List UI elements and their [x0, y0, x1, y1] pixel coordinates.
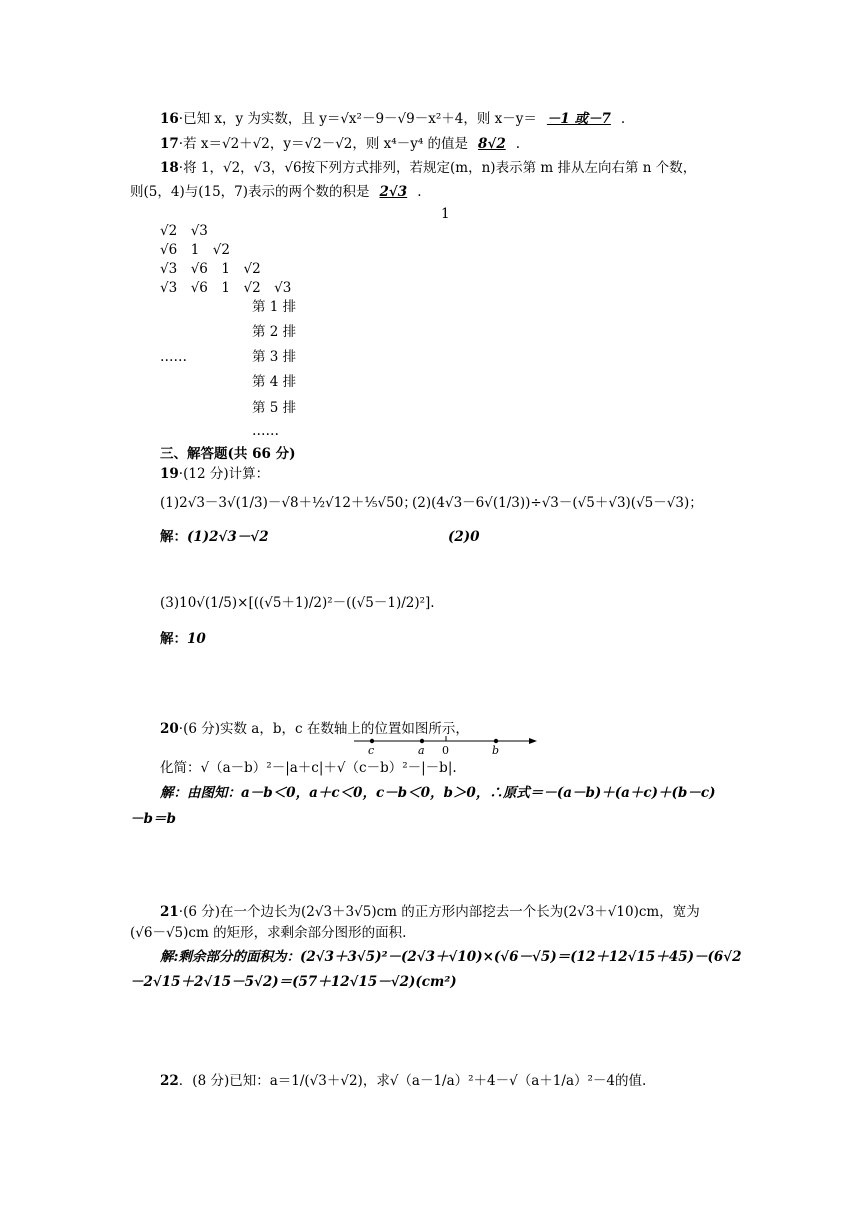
question-21	[160, 903, 700, 921]
arrangement-row-2: √2 √3	[160, 223, 208, 239]
solution-19-2: (2)0	[448, 529, 480, 545]
axis-label-zero: 0	[442, 744, 449, 757]
arrangement-row-1: 1	[441, 206, 450, 222]
question-text: ·已知 x，y 为实数，且 y＝√x²－9－√9－x²＋4，则 x－y＝	[178, 111, 537, 127]
question-18-line-2: 则(5，4)与(15，7)表示的两个数的积是 2√3 .	[130, 184, 422, 200]
row-label-2: 第 2 排	[252, 324, 297, 340]
answer: 2√3	[379, 184, 408, 200]
question-text: ·若 x＝√2＋√2，y＝√2－√2，则 x⁴－y⁴ 的值是	[178, 136, 469, 152]
question-text: ·将 1，√2，√3，√6按下列方式排列，若规定(m，n)表示第 m 排从左向右第 n 个数，	[178, 160, 697, 176]
question-19-part-1: (1)2√3－3√(1/3)－√8＋½√12＋⅕√50；	[160, 495, 417, 511]
question-16: 16·已知 x，y 为实数，且 y＝√x²－9－√9－x²＋4，则 x－y＝ －1 或－7 .	[160, 111, 626, 127]
question-number: 21	[160, 904, 179, 920]
question-text: ·(6 分)在一个边长为(2√3＋3√5)cm 的正方形内部挖去一个长为(2√3＋√10)cm，宽为	[178, 904, 700, 920]
section-heading: 三、解答题(共 66 分)	[160, 446, 296, 462]
question-22	[160, 1072, 646, 1090]
question-text: ·(12 分)计算：	[178, 466, 270, 482]
question-19	[160, 465, 269, 483]
answer: －1 或－7	[546, 111, 611, 127]
answer: 8√2	[478, 136, 506, 152]
row-label-3: 第 3 排	[252, 349, 297, 365]
row-label-dots: ……	[252, 423, 279, 439]
question-text: 则(5，4)与(15，7)表示的两个数的积是	[130, 184, 370, 200]
axis-label-a: a	[418, 744, 425, 757]
solution-20-line-1: 解：由图知：a－b＜0，a＋c＜0，c－b＜0，b＞0，∴原式＝－(a－b)＋(a＋c)＋(b－c)	[160, 785, 716, 801]
arrangement-row-5: √3 √6 1 √2 √3	[160, 280, 292, 296]
question-19-part-2: (2)(4√3－6√(1/3))÷√3－(√5＋√3)(√5－√3)；	[412, 495, 703, 511]
number-line	[352, 730, 542, 756]
question-number: 18	[160, 160, 179, 176]
solution-label: 解：	[160, 529, 187, 545]
question-number: 16	[160, 111, 179, 127]
solution-19-1	[160, 528, 269, 546]
solution-label: 解：	[160, 631, 187, 647]
question-17: 17·若 x＝√2＋√2，y＝√2－√2，则 x⁴－y⁴ 的值是 8√2 .	[160, 136, 521, 152]
solution-21-line-2: －2√15＋2√15－5√2)＝(57＋12√15－√2)(cm²)	[130, 974, 457, 990]
solution-19-3	[160, 630, 206, 648]
row-label-1: 第 1 排	[252, 299, 297, 315]
question-19-part-3: (3)10√(1/5)×[((√5＋1)/2)²－((√5－1)/2)²].	[160, 595, 435, 611]
axis-arrow	[529, 738, 537, 744]
solution-20-line-2: －b＝b	[130, 811, 176, 827]
question-number: 17	[160, 136, 179, 152]
question-20-text-2: 化简：√（a－b）²－|a＋c|＋√（c－b）²－|－b|.	[160, 760, 457, 776]
solution-21-line-1: 解:剩余部分的面积为：(2√3＋3√5)²－(2√3＋√10)×(√6－√5)＝(12＋12√15＋45)－(6√2	[160, 949, 742, 965]
question-text: ·(6 分)实数 a，b，c 在数轴上的位置如图所示，	[178, 721, 469, 737]
arrangement-row-4: √3 √6 1 √2	[160, 261, 261, 277]
question-21-text-2: (√6－√5)cm 的矩形，求剩余部分图形的面积.	[130, 925, 407, 941]
row-label-5: 第 5 排	[252, 400, 297, 416]
question-text: ．(8 分)已知：a＝1/(√3＋√2)，求√（a－1/a）²＋4－√（a＋1/a）²－4的值.	[178, 1073, 647, 1089]
question-number: 19	[160, 466, 179, 482]
row-label-4: 第 4 排	[252, 374, 297, 390]
answer: (1)2√3－√2	[187, 529, 269, 545]
question-number: 20	[160, 721, 179, 737]
axis-label-b: b	[492, 744, 500, 757]
answer: 10	[187, 631, 206, 647]
arrangement-row-3: √6 1 √2	[160, 242, 230, 258]
question-18-line-1	[160, 159, 696, 177]
arrangement-dots: ……	[160, 349, 187, 365]
axis-label-c: c	[368, 744, 375, 757]
question-number: 22	[160, 1073, 179, 1089]
